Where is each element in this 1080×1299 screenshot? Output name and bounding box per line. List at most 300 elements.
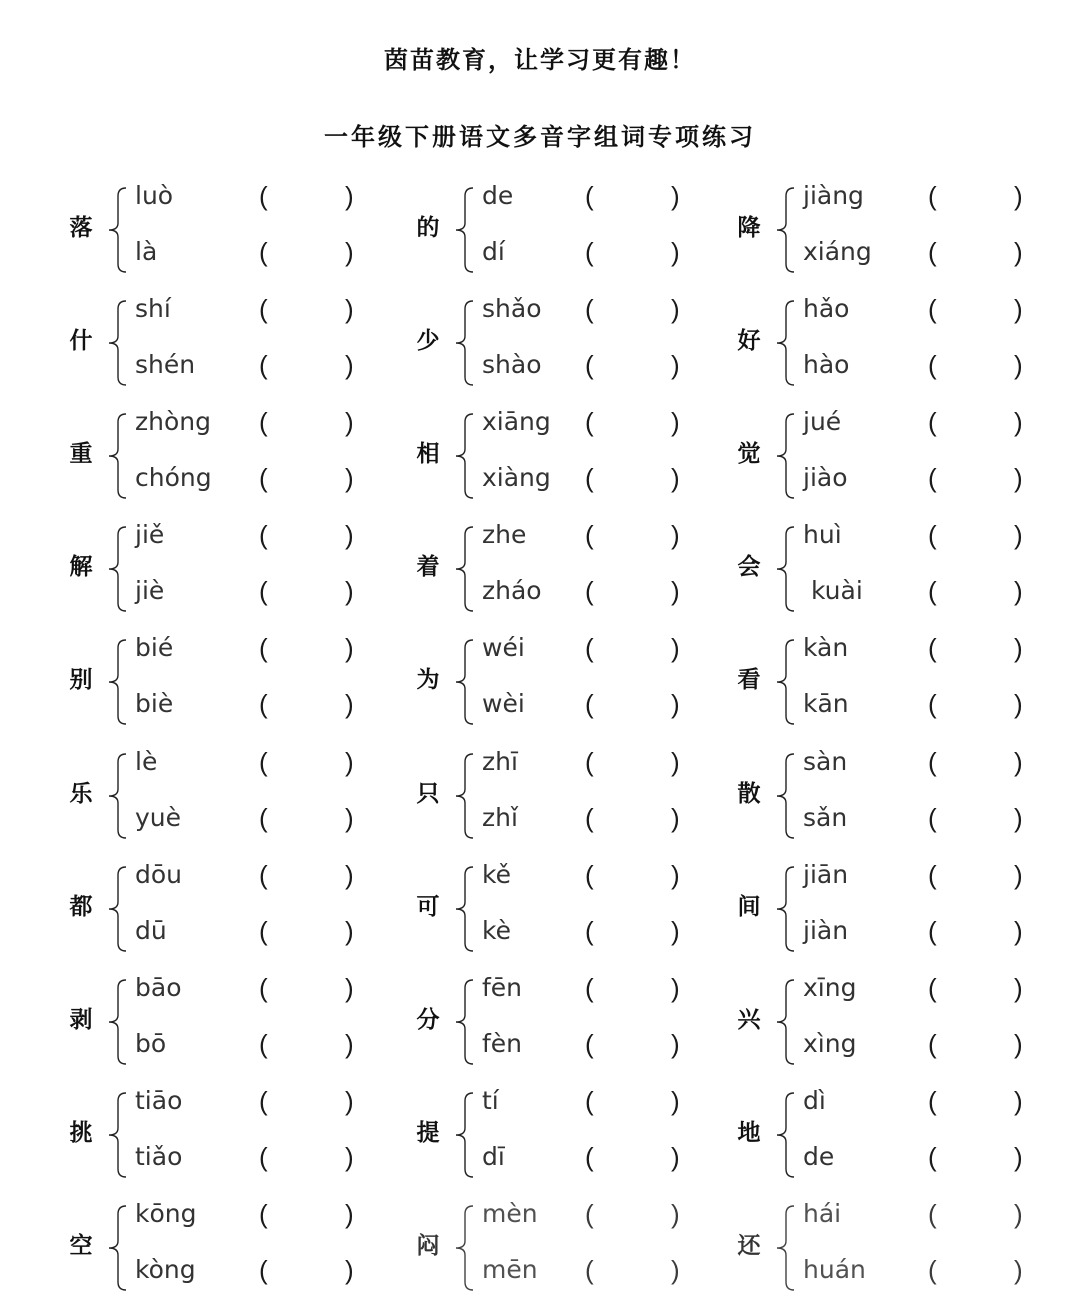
polyphone-character: 提 (416, 1118, 440, 1146)
pinyin-reading: jiè (135, 576, 165, 606)
close-paren: ) (671, 576, 680, 607)
close-paren: ) (671, 520, 680, 551)
curly-brace-icon (106, 1205, 128, 1291)
polyphone-character: 会 (737, 553, 761, 581)
answer-blank[interactable] (273, 237, 345, 267)
open-paren: ( (259, 463, 268, 494)
answer-blank[interactable] (599, 973, 671, 1003)
answer-blank[interactable] (273, 803, 345, 833)
pinyin-reading: tiǎo (135, 1141, 183, 1171)
close-paren: ) (671, 746, 680, 777)
answer-blank[interactable] (273, 1199, 345, 1229)
answer-blank[interactable] (942, 463, 1014, 493)
polyphone-group (734, 520, 1034, 620)
close-paren: ) (345, 802, 354, 833)
close-paren: ) (345, 520, 354, 551)
answer-blank[interactable] (273, 1255, 345, 1285)
open-paren: ( (928, 407, 937, 438)
close-paren: ) (1014, 520, 1023, 551)
answer-blank[interactable] (273, 294, 345, 324)
answer-blank[interactable] (942, 1255, 1014, 1285)
curly-brace-icon (453, 187, 475, 273)
open-paren: ( (928, 915, 937, 946)
polyphone-character: 为 (416, 666, 440, 694)
polyphone-character: 重 (69, 440, 93, 468)
answer-blank[interactable] (942, 237, 1014, 267)
pinyin-reading: wéi (482, 633, 525, 663)
polyphone-group (66, 520, 365, 620)
close-paren: ) (1014, 915, 1023, 946)
answer-blank[interactable] (599, 350, 671, 380)
answer-blank[interactable] (273, 520, 345, 550)
pinyin-reading: kān (803, 689, 849, 719)
pinyin-reading: xiàng (482, 463, 551, 493)
pinyin-reading: biè (135, 689, 174, 719)
curly-brace-icon (453, 526, 475, 612)
polyphone-group (66, 860, 365, 960)
close-paren: ) (345, 576, 354, 607)
answer-blank[interactable] (273, 407, 345, 437)
pinyin-reading: sàn (803, 746, 848, 776)
open-paren: ( (585, 407, 594, 438)
answer-blank[interactable] (273, 1142, 345, 1172)
answer-blank[interactable] (599, 1199, 671, 1229)
open-paren: ( (259, 1198, 268, 1229)
open-paren: ( (259, 576, 268, 607)
pinyin-reading: fèn (482, 1028, 523, 1058)
close-paren: ) (1014, 859, 1023, 890)
close-paren: ) (1014, 294, 1023, 325)
polyphone-character: 的 (416, 214, 440, 241)
answer-blank[interactable] (942, 1029, 1014, 1059)
open-paren: ( (585, 350, 594, 381)
pinyin-reading: jiàng (803, 181, 864, 210)
close-paren: ) (671, 1085, 680, 1116)
pinyin-reading: shén (135, 350, 196, 380)
curly-brace-icon (453, 753, 475, 839)
close-paren: ) (345, 1028, 354, 1059)
pinyin-reading: dōu (135, 859, 183, 889)
open-paren: ( (928, 859, 937, 890)
close-paren: ) (671, 802, 680, 833)
polyphone-group (413, 294, 691, 394)
worksheet-title: 一年级下册语文多音字组词专项练习 (324, 122, 756, 151)
open-paren: ( (259, 972, 268, 1003)
open-paren: ( (585, 802, 594, 833)
polyphone-group (413, 633, 691, 733)
polyphone-character: 闷 (416, 1231, 440, 1259)
answer-blank[interactable] (273, 350, 345, 380)
answer-blank[interactable] (273, 1029, 345, 1059)
pinyin-reading: zhǐ (482, 802, 518, 832)
answer-blank[interactable] (273, 1086, 345, 1116)
polyphone-character: 相 (416, 440, 440, 468)
pinyin-reading: mèn (482, 1198, 538, 1228)
pinyin-reading: jiě (135, 520, 165, 550)
answer-blank[interactable] (599, 633, 671, 663)
answer-blank[interactable] (599, 916, 671, 946)
open-paren: ( (585, 1141, 594, 1172)
polyphone-character: 剥 (69, 1005, 93, 1033)
pinyin-reading: dū (135, 915, 167, 945)
curly-brace-icon (106, 866, 128, 952)
open-paren: ( (928, 689, 937, 720)
answer-blank[interactable] (942, 860, 1014, 890)
pinyin-reading: dī (482, 1141, 505, 1171)
open-paren: ( (259, 237, 268, 267)
pinyin-reading: shǎo (482, 294, 542, 324)
answer-blank[interactable] (942, 689, 1014, 719)
open-paren: ( (928, 1254, 937, 1285)
pinyin-reading: wèi (482, 689, 525, 719)
open-paren: ( (928, 746, 937, 777)
curly-brace-icon (106, 753, 128, 839)
answer-blank[interactable] (599, 181, 671, 211)
close-paren: ) (345, 1254, 354, 1285)
pinyin-reading: shào (482, 350, 542, 380)
polyphone-character: 可 (416, 892, 440, 920)
open-paren: ( (259, 294, 268, 325)
close-paren: ) (1014, 1028, 1023, 1059)
close-paren: ) (1014, 1085, 1023, 1116)
open-paren: ( (585, 1085, 594, 1116)
curly-brace-icon (774, 526, 796, 612)
answer-blank[interactable] (942, 803, 1014, 833)
pinyin-reading: kè (482, 915, 511, 945)
polyphone-character: 散 (737, 779, 761, 807)
polyphone-group (413, 407, 691, 507)
pinyin-reading: tiāo (135, 1085, 183, 1115)
polyphone-group (734, 973, 1034, 1073)
open-paren: ( (928, 463, 937, 494)
close-paren: ) (671, 1028, 680, 1059)
polyphone-character: 好 (737, 327, 761, 355)
polyphone-group (413, 747, 691, 847)
open-paren: ( (259, 1254, 268, 1285)
open-paren: ( (585, 972, 594, 1003)
open-paren: ( (928, 1028, 937, 1059)
answer-blank[interactable] (599, 294, 671, 324)
curly-brace-icon (453, 1205, 475, 1291)
answer-blank[interactable] (599, 463, 671, 493)
pinyin-reading: mēn (482, 1254, 538, 1284)
polyphone-group (413, 520, 691, 620)
curly-brace-icon (106, 639, 128, 725)
pinyin-reading: de (482, 181, 514, 210)
close-paren: ) (671, 1254, 680, 1285)
close-paren: ) (345, 746, 354, 777)
answer-blank[interactable] (599, 1255, 671, 1285)
pinyin-reading: zhòng (135, 407, 211, 437)
close-paren: ) (671, 972, 680, 1003)
pinyin-reading: zháo (482, 576, 542, 606)
pinyin-reading: xiáng (803, 237, 872, 266)
answer-blank[interactable] (942, 350, 1014, 380)
pinyin-reading: kě (482, 859, 511, 889)
open-paren: ( (928, 972, 937, 1003)
polyphone-group (734, 1199, 1034, 1299)
close-paren: ) (345, 1141, 354, 1172)
close-paren: ) (1014, 1254, 1023, 1285)
answer-blank[interactable] (942, 747, 1014, 777)
open-paren: ( (928, 237, 937, 267)
polyphone-character: 只 (416, 779, 440, 807)
pinyin-reading: xìng (803, 1028, 857, 1058)
answer-blank[interactable] (599, 407, 671, 437)
curly-brace-icon (106, 413, 128, 499)
open-paren: ( (928, 1198, 937, 1229)
slogan-heading: 茵苗教育，让学习更有趣！ (384, 45, 696, 74)
pinyin-reading: huì (803, 520, 842, 550)
answer-blank[interactable] (599, 520, 671, 550)
curly-brace-icon (774, 866, 796, 952)
close-paren: ) (345, 237, 354, 267)
pinyin-reading: bié (135, 633, 174, 663)
polyphone-group (734, 860, 1034, 960)
polyphone-character: 空 (69, 1231, 93, 1259)
pinyin-reading: bāo (135, 972, 182, 1002)
answer-blank[interactable] (599, 1029, 671, 1059)
pinyin-reading: zhe (482, 520, 527, 550)
close-paren: ) (1014, 576, 1023, 607)
polyphone-group (66, 633, 365, 733)
open-paren: ( (928, 1085, 937, 1116)
pinyin-reading: yuè (135, 802, 182, 832)
open-paren: ( (585, 915, 594, 946)
close-paren: ) (671, 294, 680, 325)
open-paren: ( (259, 181, 268, 211)
polyphone-group (734, 747, 1034, 847)
answer-blank[interactable] (273, 181, 345, 211)
polyphone-character: 分 (416, 1005, 440, 1033)
answer-blank[interactable] (942, 973, 1014, 1003)
answer-blank[interactable] (942, 181, 1014, 211)
curly-brace-icon (774, 639, 796, 725)
polyphone-character: 兴 (737, 1005, 761, 1033)
open-paren: ( (928, 1141, 937, 1172)
close-paren: ) (345, 689, 354, 720)
open-paren: ( (928, 181, 937, 211)
open-paren: ( (259, 1141, 268, 1172)
polyphone-group (66, 407, 365, 507)
open-paren: ( (259, 859, 268, 890)
curly-brace-icon (453, 979, 475, 1065)
open-paren: ( (259, 350, 268, 381)
close-paren: ) (671, 407, 680, 438)
polyphone-group (734, 181, 1034, 281)
answer-blank[interactable] (599, 747, 671, 777)
answer-blank[interactable] (942, 1086, 1014, 1116)
pinyin-reading: sǎn (803, 802, 848, 832)
close-paren: ) (671, 1198, 680, 1229)
polyphone-character: 乐 (69, 779, 93, 807)
answer-blank[interactable] (599, 237, 671, 267)
answer-blank[interactable] (273, 576, 345, 606)
polyphone-group (734, 1086, 1034, 1186)
close-paren: ) (671, 350, 680, 381)
close-paren: ) (1014, 802, 1023, 833)
close-paren: ) (671, 237, 680, 267)
curly-brace-icon (453, 1092, 475, 1178)
polyphone-character: 落 (69, 214, 93, 241)
answer-blank[interactable] (273, 689, 345, 719)
pinyin-reading: dí (482, 237, 505, 266)
open-paren: ( (259, 1028, 268, 1059)
polyphone-character: 解 (69, 553, 93, 581)
polyphone-group (734, 633, 1034, 733)
pinyin-reading: là (135, 237, 158, 266)
open-paren: ( (259, 1085, 268, 1116)
close-paren: ) (1014, 1198, 1023, 1229)
polyphone-group (66, 181, 365, 281)
close-paren: ) (1014, 237, 1023, 267)
pinyin-reading: hào (803, 350, 850, 380)
close-paren: ) (671, 689, 680, 720)
close-paren: ) (671, 859, 680, 890)
polyphone-character: 地 (737, 1118, 761, 1146)
answer-blank[interactable] (942, 407, 1014, 437)
curly-brace-icon (453, 413, 475, 499)
curly-brace-icon (774, 413, 796, 499)
open-paren: ( (585, 746, 594, 777)
polyphone-character: 挑 (69, 1118, 93, 1146)
close-paren: ) (345, 859, 354, 890)
open-paren: ( (585, 633, 594, 664)
open-paren: ( (585, 576, 594, 607)
answer-blank[interactable] (273, 860, 345, 890)
pinyin-reading: tí (482, 1085, 499, 1115)
curly-brace-icon (774, 1092, 796, 1178)
answer-blank[interactable] (273, 973, 345, 1003)
open-paren: ( (585, 689, 594, 720)
polyphone-group (66, 294, 365, 394)
pinyin-reading: hǎo (803, 294, 850, 324)
polyphone-group (66, 973, 365, 1073)
answer-blank[interactable] (599, 576, 671, 606)
answer-blank[interactable] (273, 463, 345, 493)
pinyin-reading: zhī (482, 746, 518, 776)
pinyin-reading: de (803, 1141, 835, 1171)
close-paren: ) (345, 294, 354, 325)
answer-blank[interactable] (942, 520, 1014, 550)
polyphone-group (413, 860, 691, 960)
close-paren: ) (671, 633, 680, 664)
pinyin-reading: luò (135, 181, 174, 210)
open-paren: ( (928, 350, 937, 381)
answer-blank[interactable] (942, 576, 1014, 606)
pinyin-reading: kōng (135, 1198, 197, 1228)
close-paren: ) (1014, 972, 1023, 1003)
pinyin-reading: jiào (803, 463, 848, 493)
polyphone-character: 还 (737, 1231, 761, 1259)
pinyin-reading: hái (803, 1198, 842, 1228)
answer-blank[interactable] (273, 633, 345, 663)
close-paren: ) (1014, 689, 1023, 720)
pinyin-reading: chóng (135, 463, 212, 493)
close-paren: ) (345, 181, 354, 211)
curly-brace-icon (774, 300, 796, 386)
answer-blank[interactable] (942, 633, 1014, 663)
close-paren: ) (1014, 181, 1023, 211)
pinyin-reading: shí (135, 294, 171, 324)
curly-brace-icon (106, 526, 128, 612)
polyphone-group (66, 1086, 365, 1186)
pinyin-reading: dì (803, 1085, 826, 1115)
open-paren: ( (259, 746, 268, 777)
polyphone-character: 看 (737, 666, 761, 694)
curly-brace-icon (453, 866, 475, 952)
open-paren: ( (585, 859, 594, 890)
open-paren: ( (585, 520, 594, 551)
pinyin-reading: kàn (803, 633, 849, 663)
answer-blank[interactable] (273, 916, 345, 946)
close-paren: ) (345, 972, 354, 1003)
pinyin-reading: fēn (482, 972, 523, 1002)
curly-brace-icon (106, 1092, 128, 1178)
close-paren: ) (345, 633, 354, 664)
open-paren: ( (259, 915, 268, 946)
open-paren: ( (585, 294, 594, 325)
polyphone-character: 降 (737, 214, 761, 241)
close-paren: ) (671, 463, 680, 494)
answer-blank[interactable] (942, 1142, 1014, 1172)
answer-blank[interactable] (599, 860, 671, 890)
close-paren: ) (1014, 407, 1023, 438)
answer-blank[interactable] (599, 1142, 671, 1172)
curly-brace-icon (774, 979, 796, 1065)
curly-brace-icon (774, 753, 796, 839)
polyphone-group (413, 973, 691, 1073)
curly-brace-icon (106, 187, 128, 273)
open-paren: ( (585, 1028, 594, 1059)
open-paren: ( (259, 633, 268, 664)
answer-blank[interactable] (942, 916, 1014, 946)
pinyin-reading: jiān (803, 859, 849, 889)
pinyin-reading: xiāng (482, 407, 551, 437)
answer-blank[interactable] (942, 294, 1014, 324)
close-paren: ) (345, 463, 354, 494)
answer-blank[interactable] (942, 1199, 1014, 1229)
open-paren: ( (259, 689, 268, 720)
close-paren: ) (671, 181, 680, 211)
polyphone-group (734, 294, 1034, 394)
pinyin-reading: xīng (803, 972, 857, 1002)
pinyin-reading: kuài (803, 576, 863, 606)
curly-brace-icon (774, 187, 796, 273)
open-paren: ( (928, 294, 937, 325)
open-paren: ( (585, 1198, 594, 1229)
answer-blank[interactable] (599, 689, 671, 719)
curly-brace-icon (774, 1205, 796, 1291)
pinyin-reading: jué (803, 407, 842, 437)
pinyin-reading: lè (135, 746, 158, 776)
close-paren: ) (1014, 463, 1023, 494)
polyphone-group (66, 747, 365, 847)
polyphone-character: 觉 (737, 440, 761, 468)
answer-blank[interactable] (273, 747, 345, 777)
close-paren: ) (1014, 1141, 1023, 1172)
polyphone-group (66, 1199, 365, 1299)
open-paren: ( (928, 633, 937, 664)
answer-blank[interactable] (599, 1086, 671, 1116)
polyphone-group (413, 181, 691, 281)
open-paren: ( (585, 237, 594, 267)
answer-blank[interactable] (599, 803, 671, 833)
polyphone-group (734, 407, 1034, 507)
pinyin-reading: bō (135, 1028, 167, 1058)
open-paren: ( (585, 181, 594, 211)
open-paren: ( (585, 463, 594, 494)
